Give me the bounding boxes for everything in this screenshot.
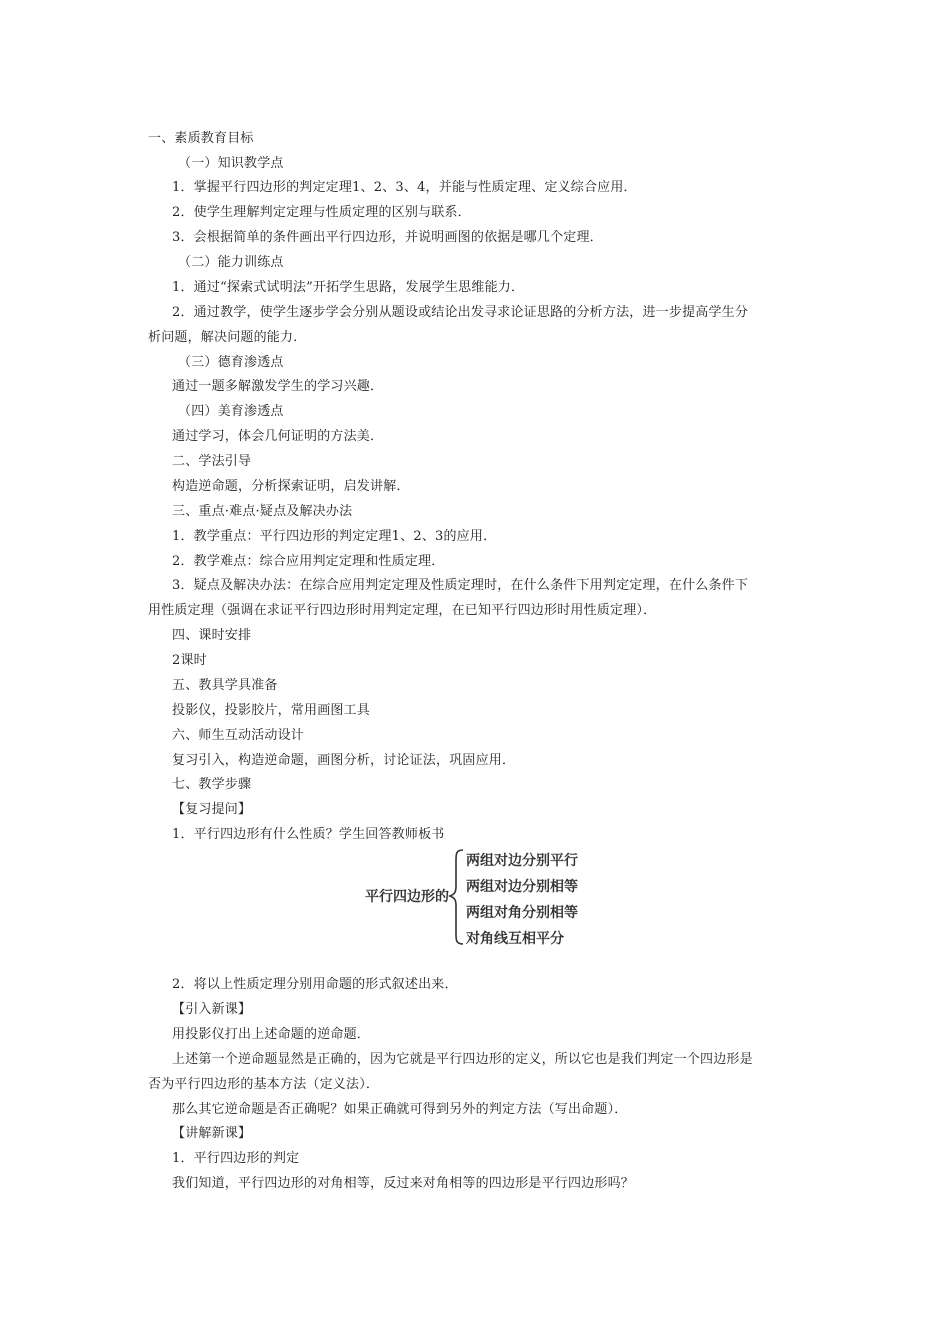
paragraph-line: 构造逆命题，分析探索证明，启发讲解． (172, 479, 410, 494)
paragraph-line: 用性质定理（强调在求证平行四边形时用判定定理，在已知平行四边形时用性质定理）． (148, 603, 657, 618)
paragraph-line: 复习引入，构造逆命题，画图分析，讨论证法，巩固应用． (172, 753, 516, 768)
paragraph-line: 投影仪，投影胶片，常用画图工具 (172, 703, 371, 718)
diagram-item: 两组对边分别平行 (466, 853, 578, 869)
paragraph-line: 上述第一个逆命题显然是正确的，因为它就是平行四边形的定义，所以它也是我们判定一个四边形是 (172, 1052, 753, 1067)
paragraph-line: 否为平行四边形的基本方法（定义法）． (148, 1077, 380, 1092)
paragraph-line: 那么其它逆命题是否正确呢？如果正确就可得到另外的判定方法（写出命题）． (172, 1102, 628, 1117)
paragraph-line: 用投影仪打出上述命题的逆命题． (172, 1027, 371, 1042)
paragraph-line: 通过一题多解激发学生的学习兴趣． (172, 379, 384, 394)
paragraph-line: 3．疑点及解决办法：在综合应用判定定理及性质定理时，在什么条件下用判定定理，在什么条件下 (172, 578, 749, 593)
section-heading: 四、课时安排 (172, 628, 252, 643)
section-heading: 一、素质教育目标 (148, 131, 254, 146)
property-brace-diagram (365, 846, 595, 948)
paragraph-line: 析问题，解决问题的能力． (148, 330, 307, 345)
paragraph-line: 3．会根据简单的条件画出平行四边形，并说明画图的依据是哪几个定理． (172, 230, 603, 245)
paragraph-line: 2．使学生理解判定定理与性质定理的区别与联系． (172, 205, 471, 220)
paragraph-line: 通过学习，体会几何证明的方法美． (172, 429, 384, 444)
paragraph-line: 1．平行四边形的判定 (172, 1151, 300, 1166)
section-heading: 六、师生互动活动设计 (172, 728, 305, 743)
paragraph-line: 1．教学重点：平行四边形的判定定理1、2、3的应用． (172, 529, 497, 544)
paragraph-line: 2．通过教学，使学生逐步学会分别从题设或结论出发寻求论证思路的分析方法，进一步提高学生分 (172, 305, 749, 320)
diagram-item: 两组对边分别相等 (466, 879, 578, 895)
bracket-heading: 【讲解新课】 (172, 1126, 252, 1141)
bracket-heading: 【复习提问】 (172, 802, 252, 817)
paragraph-line: 1．掌握平行四边形的判定定理1、2、3、4，并能与性质定理、定义综合应用． (172, 180, 637, 195)
subsection-heading: （三）德育渗透点 (178, 355, 284, 370)
paragraph-line: 2．将以上性质定理分别用命题的形式叙述出来． (172, 977, 458, 992)
section-heading: 五、教具学具准备 (172, 678, 278, 693)
curly-brace-icon (447, 846, 467, 948)
subsection-heading: （一）知识教学点 (178, 156, 284, 171)
diagram-item: 对角线互相平分 (466, 931, 564, 947)
paragraph-line: 1．平行四边形有什么性质？学生回答教师板书 (172, 827, 445, 842)
subsection-heading: （二）能力训练点 (178, 255, 284, 270)
paragraph-line: 2．教学难点：综合应用判定定理和性质定理． (172, 554, 445, 569)
paragraph-line: 2课时 (172, 653, 207, 668)
section-heading: 三、重点·难点·疑点及解决办法 (172, 504, 353, 519)
diagram-stem-label: 平行四边形的 (365, 889, 449, 905)
subsection-heading: （四）美育渗透点 (178, 404, 284, 419)
paragraph-line: 1．通过“探索式试明法”开拓学生思路，发展学生思维能力． (172, 280, 525, 295)
bracket-heading: 【引入新课】 (172, 1002, 252, 1017)
section-heading: 七、教学步骤 (172, 777, 252, 792)
section-heading: 二、学法引导 (172, 454, 252, 469)
diagram-item: 两组对角分别相等 (466, 905, 578, 921)
paragraph-line: 我们知道，平行四边形的对角相等，反过来对角相等的四边形是平行四边形吗？ (172, 1176, 635, 1191)
